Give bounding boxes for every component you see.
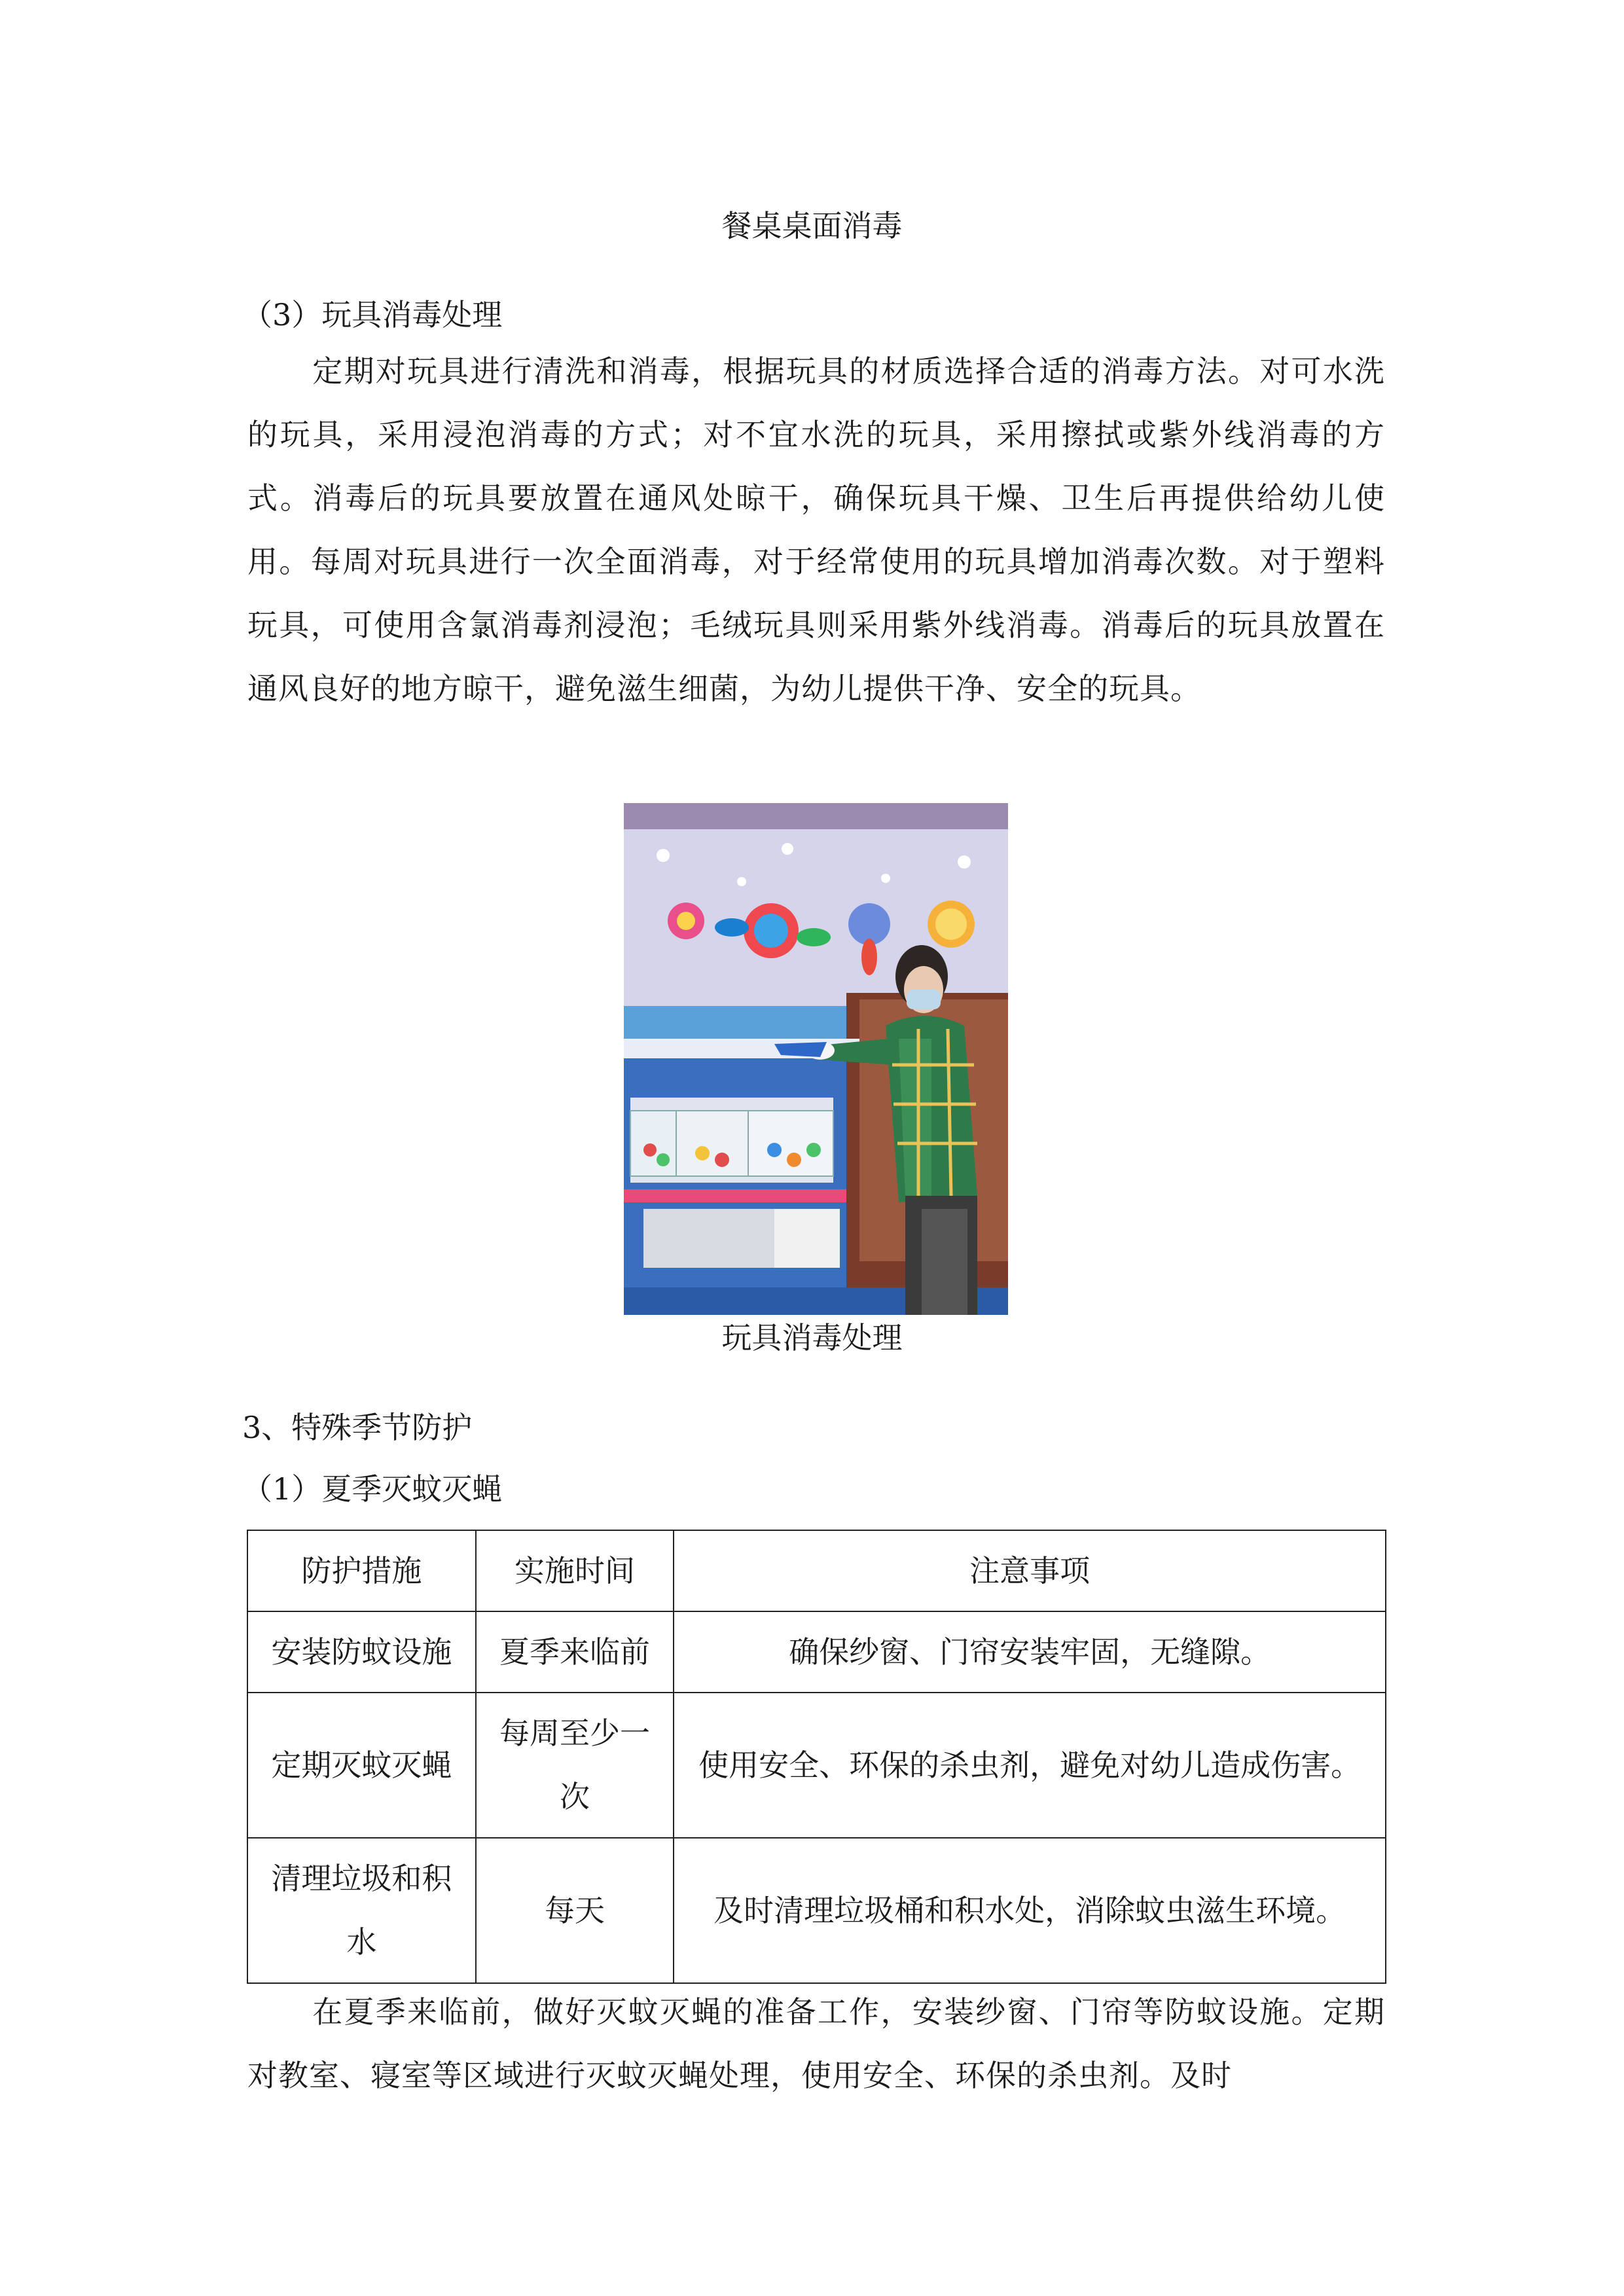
table-header-cell: 实施时间	[476, 1530, 674, 1611]
table-cell: 使用安全、环保的杀虫剂，避免对幼儿造成伤害。	[674, 1693, 1386, 1838]
table-row	[247, 1838, 1386, 1983]
paragraph-toy-disinfection-text: 定期对玩具进行清洗和消毒，根据玩具的材质选择合适的消毒方法。对可水洗的玩具，采用浸泡消毒的方式；对不宜水洗的玩具，采用擦拭或紫外线消毒的方式。消毒后的玩具要放置在通风处晾干，确保玩具干燥、卫生后再提供给幼儿使用。每周对玩具进行一次全面消毒，对于经常使用的玩具增加消毒次数。对于塑料玩具，可使用含氯消毒剂浸泡；毛绒玩具则采用紫外线消毒。消毒后的玩具放置在通风良好的地方晾干，避免滋生细菌，为幼儿提供干净、安全的玩具。	[247, 353, 1385, 706]
pest-control-table	[247, 1530, 1386, 1984]
table-cell: 确保纱窗、门帘安装牢固，无缝隙。	[674, 1611, 1386, 1693]
sub-heading-toy-disinfection: （3）玩具消毒处理	[242, 297, 503, 332]
table-header-cell: 注意事项	[674, 1530, 1386, 1611]
table-cell: 安装防蚊设施	[247, 1611, 476, 1693]
paragraph-summer-pest-control	[247, 1981, 1385, 2108]
paragraph-toy-disinfection	[247, 340, 1385, 721]
table-cell: 每周至少一次	[476, 1693, 674, 1838]
figure-caption-table-disinfection: 餐桌桌面消毒	[721, 208, 903, 243]
section-heading-seasonal-protection: 3、特殊季节防护	[242, 1410, 473, 1445]
table-cell: 每天	[476, 1838, 674, 1983]
sub-heading-summer-pest-control: （1）夏季灭蚊灭蝇	[242, 1471, 503, 1507]
paragraph-summer-pest-control-text: 在夏季来临前，做好灭蚊灭蝇的准备工作，安装纱窗、门帘等防蚊设施。定期对教室、寝室等区域进行灭蚊灭蝇处理，使用安全、环保的杀虫剂。及时	[247, 1994, 1385, 2093]
table-cell: 及时清理垃圾桶和积水处，消除蚊虫滋生环境。	[674, 1838, 1386, 1983]
table-row	[247, 1611, 1386, 1693]
table-cell: 清理垃圾和积水	[247, 1838, 476, 1983]
table-cell: 定期灭蚊灭蝇	[247, 1693, 476, 1838]
table-header-cell: 防护措施	[247, 1530, 476, 1611]
figure-caption-toy-disinfection: 玩具消毒处理	[721, 1320, 903, 1355]
table-header-row	[247, 1530, 1386, 1611]
table-cell: 夏季来临前	[476, 1611, 674, 1693]
photo-toy-disinfection	[624, 803, 1008, 1315]
table-row	[247, 1693, 1386, 1838]
